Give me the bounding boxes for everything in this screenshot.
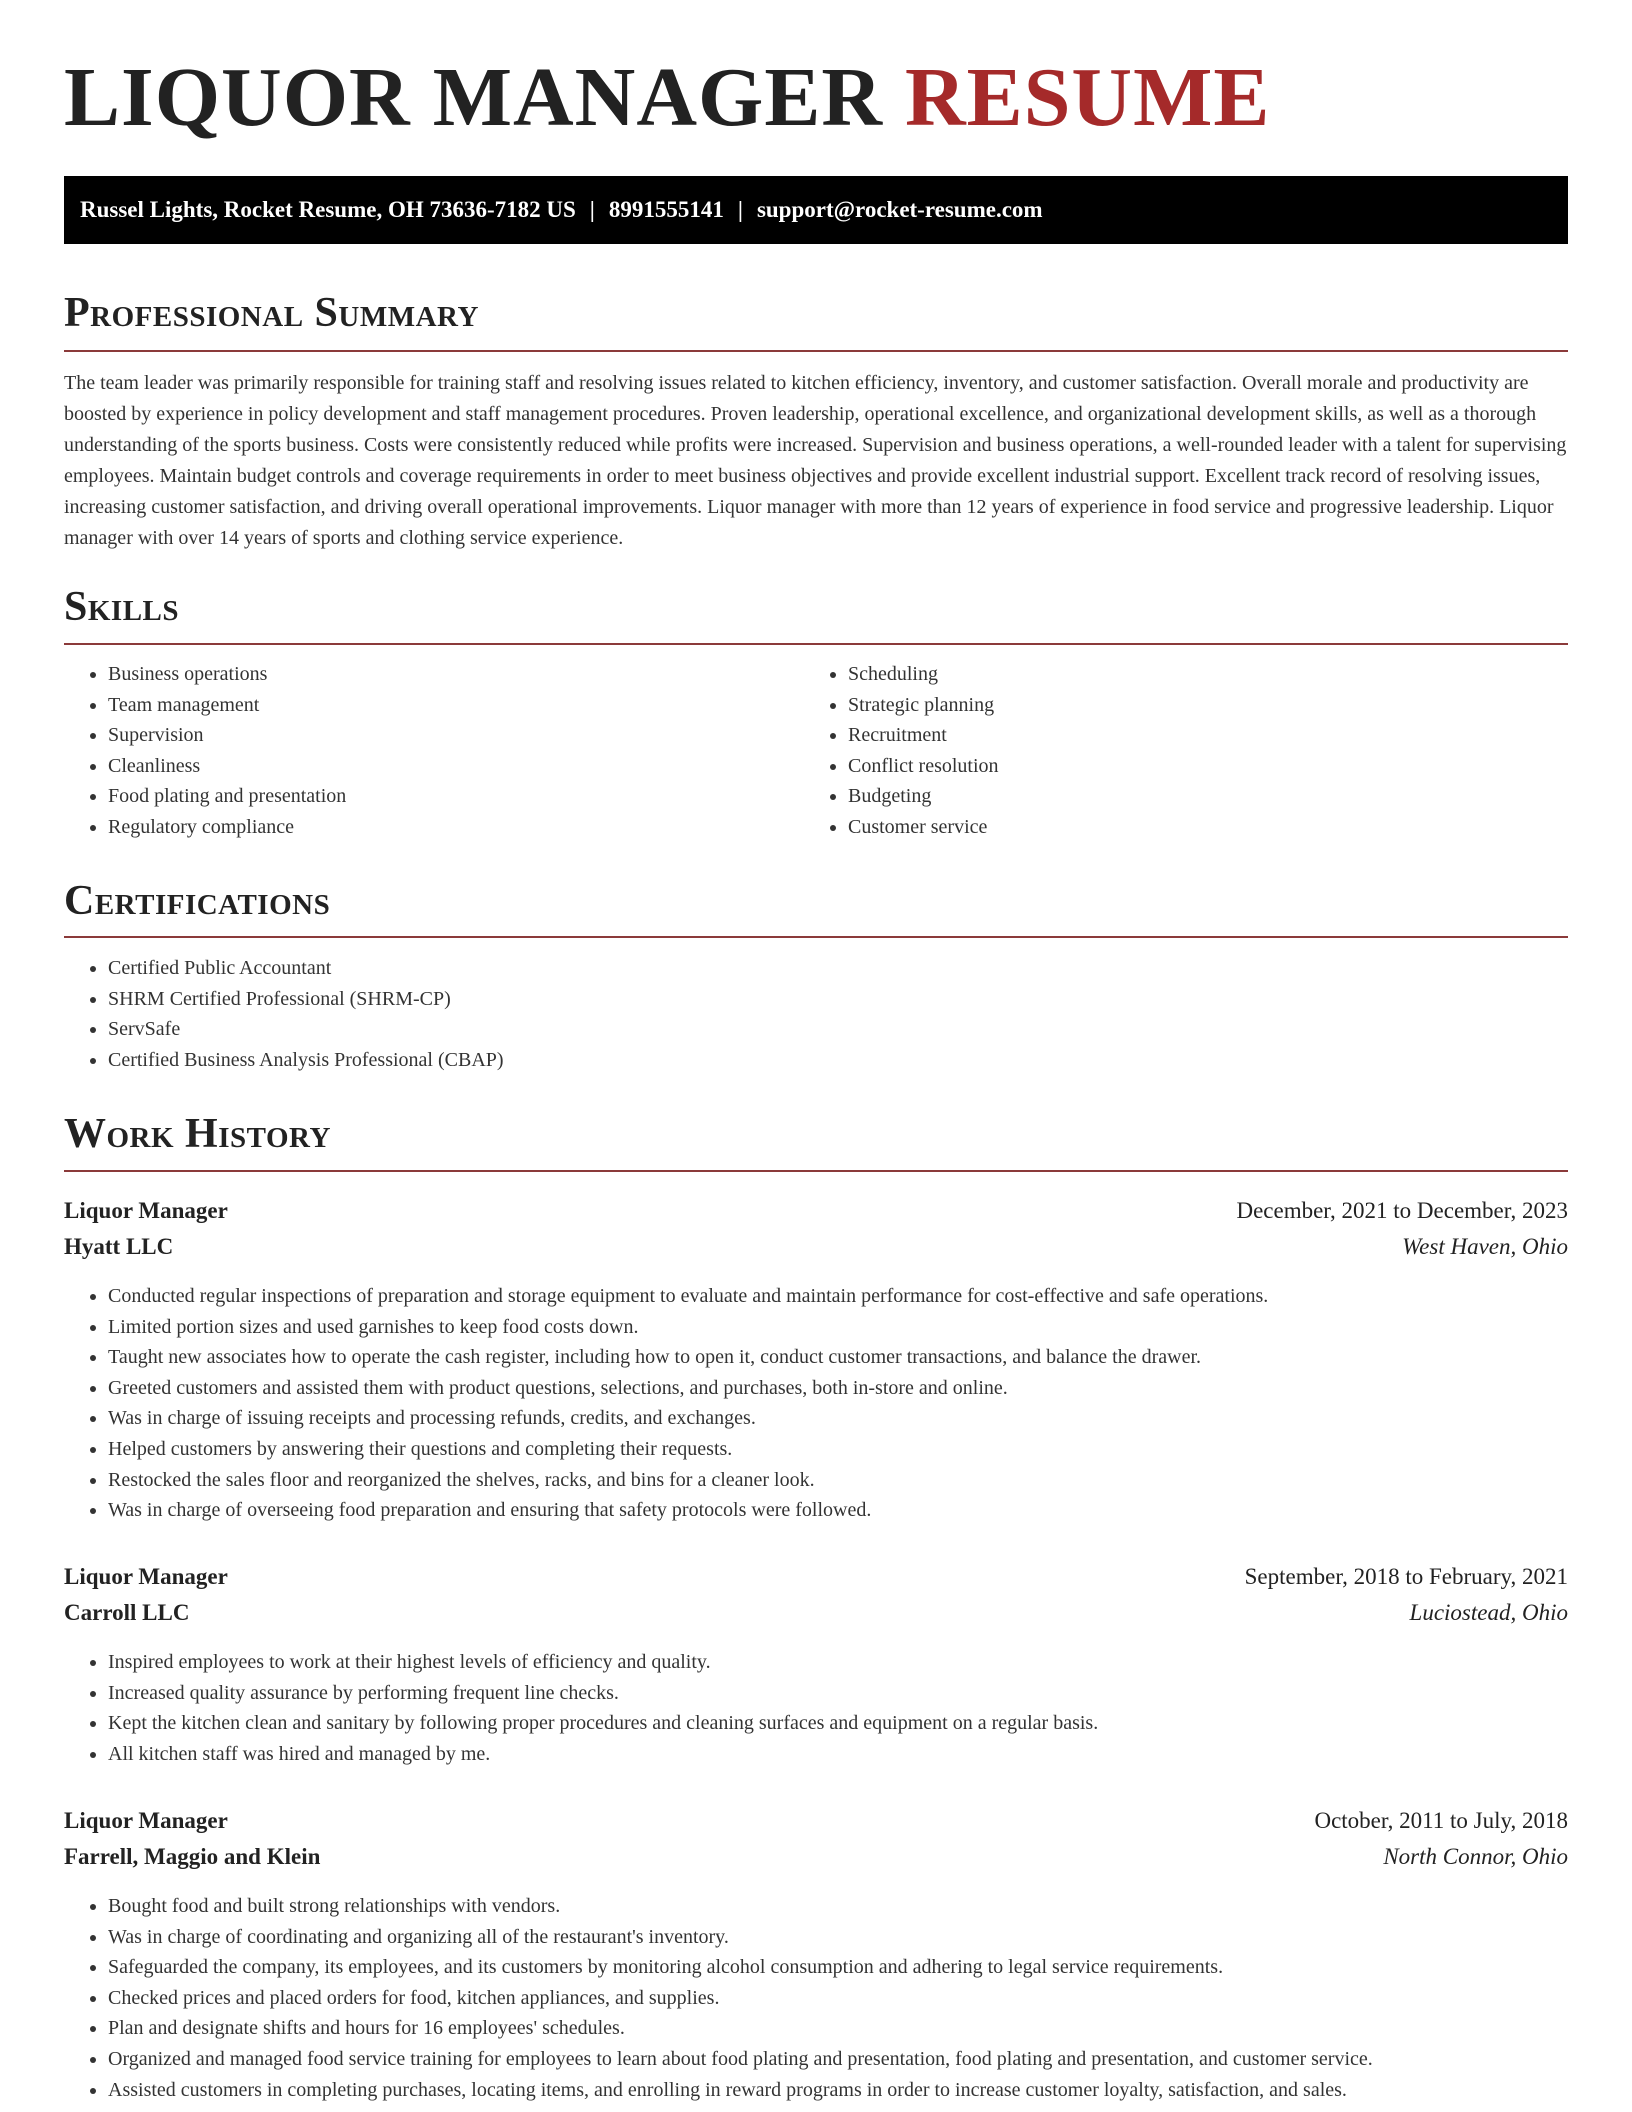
title-main: LIQUOR MANAGER bbox=[64, 51, 884, 144]
skill-item: • Cleanliness bbox=[108, 751, 346, 782]
certification-item: • Certified Business Analysis Professional (CBAP) bbox=[108, 1045, 504, 1076]
section-divider bbox=[64, 936, 1568, 938]
job-dates: December, 2021 to December, 2023 bbox=[1236, 1198, 1568, 1223]
contact-phone: 8991555141 bbox=[608, 197, 724, 222]
job-bullet: • Increased quality assurance by performing frequent line checks. bbox=[108, 1678, 1098, 1709]
job-bullet: • Conducted regular inspections of preparation and storage equipment to evaluate and maintain performance for cost-effective and safe operations. bbox=[108, 1281, 1268, 1312]
job-bullets bbox=[64, 1281, 1268, 1526]
skills-list-left bbox=[64, 659, 346, 843]
skill-item: • Team management bbox=[108, 690, 346, 721]
skill-item: • Conflict resolution bbox=[848, 751, 999, 782]
section-divider bbox=[64, 643, 1568, 645]
certification-item: • ServSafe bbox=[108, 1014, 504, 1045]
title-accent: RESUME bbox=[905, 51, 1271, 144]
job-bullet: • All kitchen staff was hired and managed by me. bbox=[108, 1739, 1098, 1770]
skill-item: • Budgeting bbox=[848, 781, 999, 812]
job-bullet: • Was in charge of issuing receipts and processing refunds, credits, and exchanges. bbox=[108, 1403, 1268, 1434]
work-history-heading: Work History bbox=[64, 1111, 331, 1157]
skill-item: • Food plating and presentation bbox=[108, 781, 346, 812]
job-bullet: • Bought food and built strong relationships with vendors. bbox=[108, 1891, 1373, 1922]
job-title: Liquor Manager bbox=[64, 1808, 228, 1833]
job-bullets bbox=[64, 1647, 1098, 1769]
job-bullets bbox=[64, 1891, 1373, 2105]
skill-item: • Strategic planning bbox=[848, 690, 999, 721]
skill-item: • Regulatory compliance bbox=[108, 812, 346, 843]
job-location: Luciostead, Ohio bbox=[1409, 1600, 1568, 1625]
job-dates: October, 2011 to July, 2018 bbox=[1314, 1808, 1568, 1833]
job-bullet: • Kept the kitchen clean and sanitary by following proper procedures and cleaning surfaces and equipment on a regular basis. bbox=[108, 1708, 1098, 1739]
contact-separator: | bbox=[737, 197, 743, 222]
job-bullet: • Taught new associates how to operate the cash register, including how to open it, conduct customer transactions, and balance the drawer. bbox=[108, 1342, 1268, 1373]
job-bullet: • Restocked the sales floor and reorganized the shelves, racks, and bins for a cleaner look. bbox=[108, 1465, 1268, 1496]
contact-email: support@rocket-resume.com bbox=[756, 197, 1043, 222]
job-location: West Haven, Ohio bbox=[1402, 1234, 1568, 1259]
skill-item: • Scheduling bbox=[848, 659, 999, 690]
job-bullet: • Plan and designate shifts and hours for 16 employees' schedules. bbox=[108, 2013, 1373, 2044]
certifications-list bbox=[64, 953, 504, 1075]
job-bullet: • Limited portion sizes and used garnishes to keep food costs down. bbox=[108, 1312, 1268, 1343]
certification-item: • SHRM Certified Professional (SHRM-CP) bbox=[108, 984, 504, 1015]
job-bullet: • Greeted customers and assisted them with product questions, selections, and purchases, both in-store and online. bbox=[108, 1373, 1268, 1404]
section-divider bbox=[64, 350, 1568, 352]
skills-heading: Skills bbox=[64, 584, 180, 630]
job-location: North Connor, Ohio bbox=[1383, 1844, 1568, 1869]
job-company: Farrell, Maggio and Klein bbox=[64, 1844, 321, 1869]
contact-bar bbox=[64, 176, 1568, 244]
job-bullet: • Inspired employees to work at their highest levels of efficiency and quality. bbox=[108, 1647, 1098, 1678]
job-bullet: • Organized and managed food service training for employees to learn about food plating and presentation, food plating and presentation, and customer service. bbox=[108, 2044, 1373, 2075]
skill-item: • Supervision bbox=[108, 720, 346, 751]
job-bullet: • Helped customers by answering their questions and completing their requests. bbox=[108, 1434, 1268, 1465]
job-title: Liquor Manager bbox=[64, 1198, 228, 1223]
skill-item: • Business operations bbox=[108, 659, 346, 690]
resume-title bbox=[64, 52, 1270, 144]
contact-separator: | bbox=[589, 197, 595, 222]
job-company: Carroll LLC bbox=[64, 1600, 190, 1625]
job-company: Hyatt LLC bbox=[64, 1234, 174, 1259]
job-bullet: • Was in charge of overseeing food preparation and ensuring that safety protocols were followed. bbox=[108, 1495, 1268, 1526]
job-bullet: • Safeguarded the company, its employees, and its customers by monitoring alcohol consumption and adhering to legal service requirements. bbox=[108, 1952, 1373, 1983]
job-bullet: • Checked prices and placed orders for food, kitchen appliances, and supplies. bbox=[108, 1983, 1373, 2014]
skills-list-right bbox=[804, 659, 999, 843]
job-dates: September, 2018 to February, 2021 bbox=[1244, 1564, 1568, 1589]
skill-item: • Recruitment bbox=[848, 720, 999, 751]
section-divider bbox=[64, 1170, 1568, 1172]
job-bullet: • Assisted customers in completing purchases, locating items, and enrolling in reward programs in order to increase customer loyalty, satisfaction, and sales. bbox=[108, 2075, 1373, 2106]
summary-text: The team leader was primarily responsible for training staff and resolving issues related to kitchen efficiency, inventory, and customer satisfaction. Overall morale and productivity are boosted by experience in policy development and staff management procedures. Proven leadership, operational excellence, and organizational development skills, as well as a thorough understanding of the sports business. Costs were consistently reduced while profits were increased. Supervision and business operations, a well-rounded leader with a talent for supervising employees. Maintain budget controls and coverage requirements in order to meet business objectives and provide excellent industrial support. Excellent track record of resolving issues, increasing customer satisfaction, and driving overall operational improvements. Liquor manager with more than 12 years of experience in food service and progressive leadership. Liquor manager with over 14 years of sports and clothing service experience. bbox=[64, 372, 1567, 549]
summary-heading: Professional Summary bbox=[64, 290, 479, 336]
contact-address: Russel Lights, Rocket Resume, OH 73636-7182 US bbox=[80, 197, 576, 222]
job-title: Liquor Manager bbox=[64, 1564, 228, 1589]
certifications-heading: Certifications bbox=[64, 878, 331, 924]
certification-item: • Certified Public Accountant bbox=[108, 953, 504, 984]
skill-item: • Customer service bbox=[848, 812, 999, 843]
job-bullet: • Was in charge of coordinating and organizing all of the restaurant's inventory. bbox=[108, 1922, 1373, 1953]
